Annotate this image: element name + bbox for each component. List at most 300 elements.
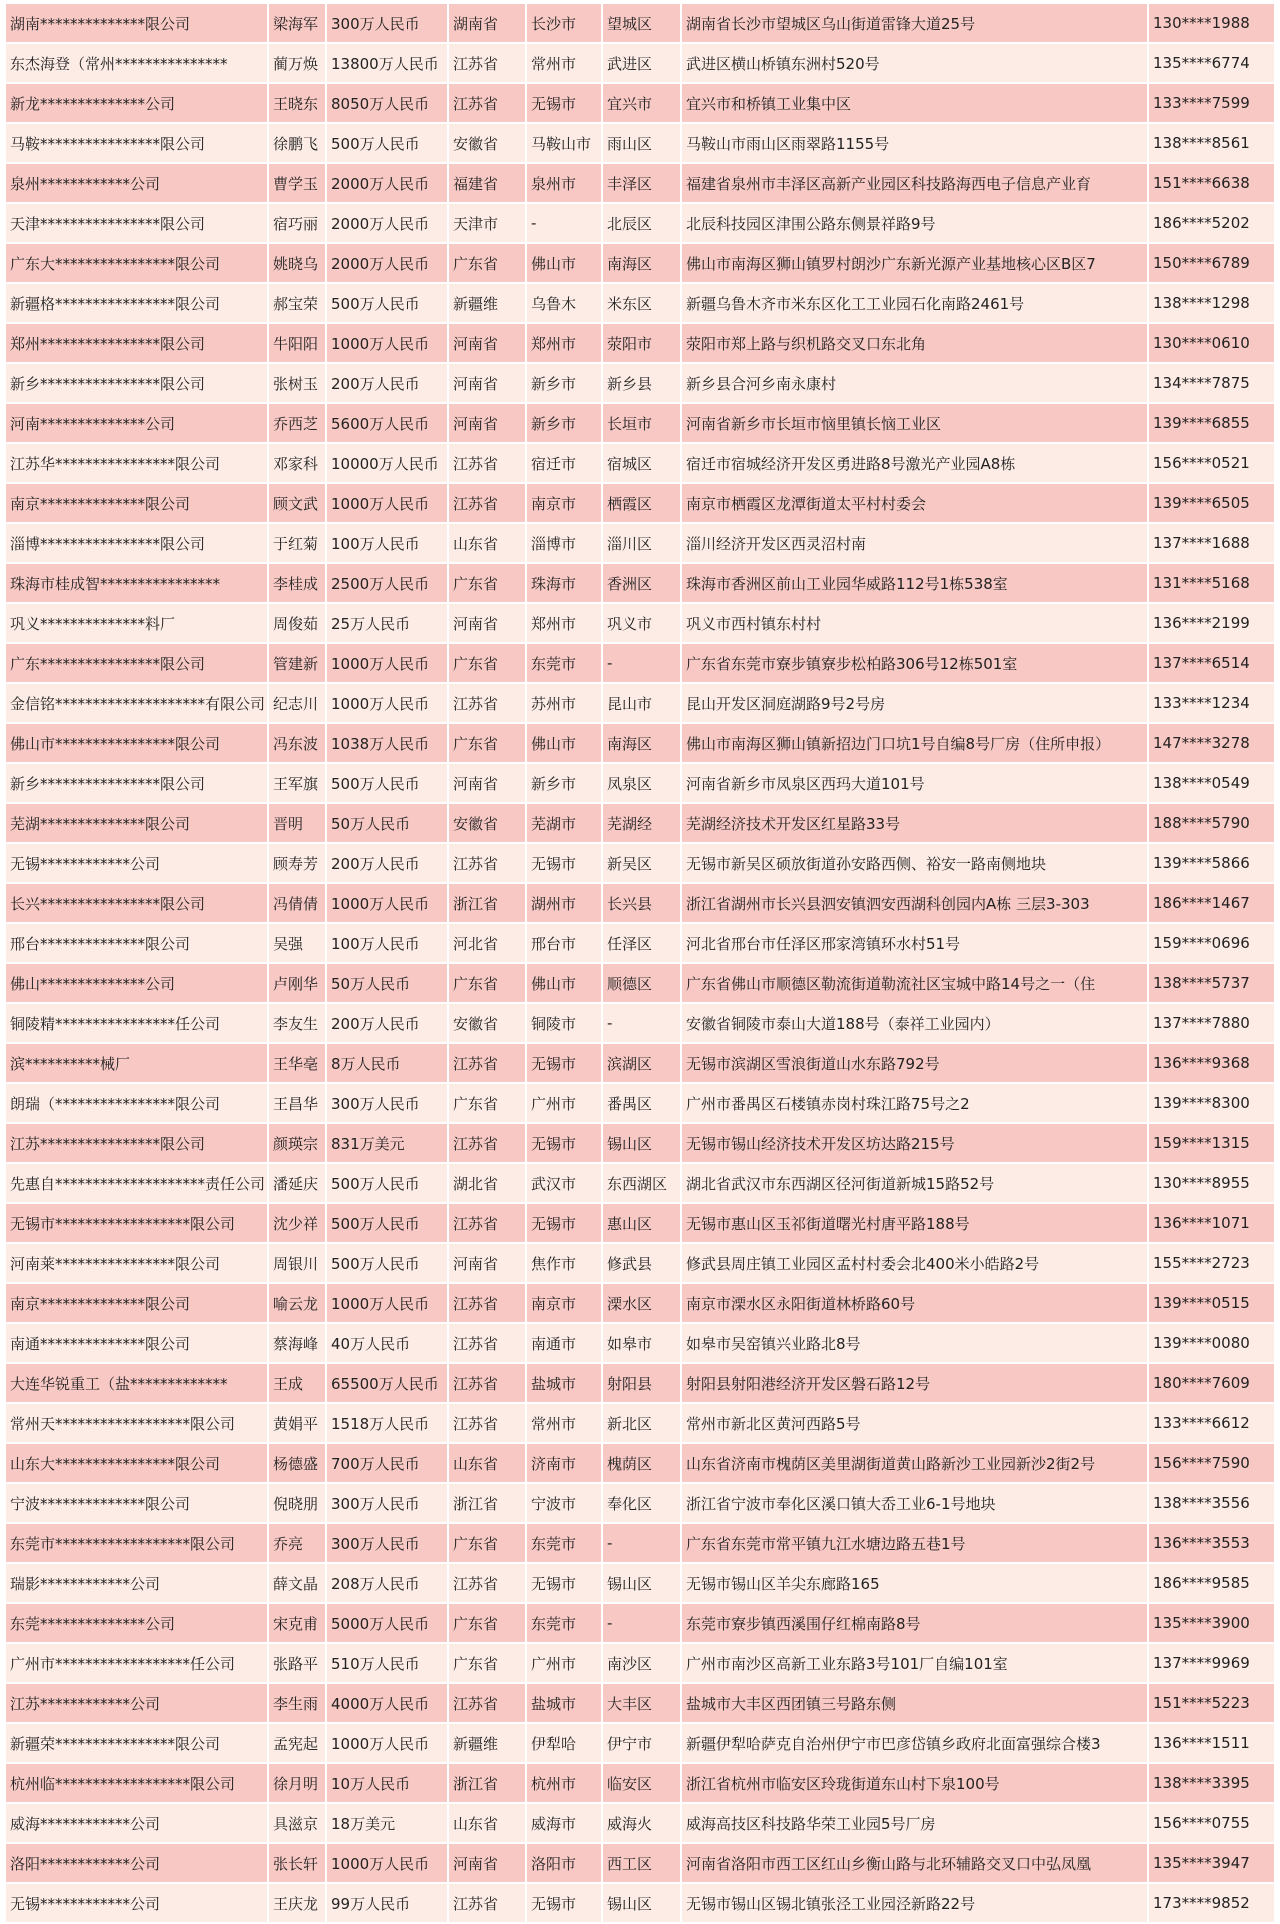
phone-cell: 151****5223 — [1149, 1684, 1274, 1724]
company-name-cell: 淄博****************限公司 — [6, 524, 269, 564]
city-cell: 邢台市 — [527, 924, 603, 964]
registered-capital-cell: 1000万人民币 — [327, 1844, 449, 1884]
address-cell: 宿迁市宿城经济开发区勇进路8号激光产业园A8栋 — [682, 444, 1149, 484]
legal-person-cell: 沈少祥 — [269, 1204, 327, 1244]
district-cell: 西工区 — [603, 1844, 682, 1884]
table-row — [6, 524, 1274, 564]
address-cell: 南京市栖霞区龙潭街道太平村村委会 — [682, 484, 1149, 524]
province-cell: 河南省 — [449, 1844, 527, 1884]
district-cell: 东西湖区 — [603, 1164, 682, 1204]
province-cell: 江苏省 — [449, 1364, 527, 1404]
city-cell: 伊犁哈 — [527, 1724, 603, 1764]
registered-capital-cell: 18万美元 — [327, 1804, 449, 1844]
legal-person-cell: 张路平 — [269, 1644, 327, 1684]
table-row — [6, 1764, 1274, 1804]
province-cell: 江苏省 — [449, 844, 527, 884]
table-row — [6, 644, 1274, 684]
district-cell: 如皋市 — [603, 1324, 682, 1364]
city-cell: 东莞市 — [527, 1524, 603, 1564]
table-row — [6, 1004, 1274, 1044]
registered-capital-cell: 1518万人民币 — [327, 1404, 449, 1444]
table-row — [6, 1404, 1274, 1444]
company-name-cell: 金信铭********************有限公司 — [6, 684, 269, 724]
address-cell: 湖北省武汉市东西湖区径河街道新城15路52号 — [682, 1164, 1149, 1204]
table-row — [6, 764, 1274, 804]
legal-person-cell: 管建新 — [269, 644, 327, 684]
city-cell: 常州市 — [527, 1404, 603, 1444]
registered-capital-cell: 300万人民币 — [327, 1524, 449, 1564]
legal-person-cell: 冯东波 — [269, 724, 327, 764]
address-cell: 河北省邢台市任泽区邢家湾镇环水村51号 — [682, 924, 1149, 964]
table-row — [6, 284, 1274, 324]
province-cell: 广东省 — [449, 1524, 527, 1564]
address-cell: 无锡市滨湖区雪浪街道山水东路792号 — [682, 1044, 1149, 1084]
phone-cell: 138****3395 — [1149, 1764, 1274, 1804]
phone-cell: 134****7875 — [1149, 364, 1274, 404]
company-name-cell: 江苏****************限公司 — [6, 1124, 269, 1164]
legal-person-cell: 蔺万焕 — [269, 44, 327, 84]
province-cell: 江苏省 — [449, 1044, 527, 1084]
province-cell: 广东省 — [449, 724, 527, 764]
registered-capital-cell: 500万人民币 — [327, 124, 449, 164]
table-row — [6, 484, 1274, 524]
province-cell: 江苏省 — [449, 1884, 527, 1924]
district-cell: 南海区 — [603, 724, 682, 764]
table-row — [6, 324, 1274, 364]
address-cell: 浙江省杭州市临安区玲珑街道东山村下泉100号 — [682, 1764, 1149, 1804]
company-name-cell: 无锡************公司 — [6, 1884, 269, 1924]
city-cell: 东莞市 — [527, 644, 603, 684]
district-cell: 南海区 — [603, 244, 682, 284]
district-cell: 武进区 — [603, 44, 682, 84]
registered-capital-cell: 8万人民币 — [327, 1044, 449, 1084]
legal-person-cell: 周银川 — [269, 1244, 327, 1284]
legal-person-cell: 乔西芝 — [269, 404, 327, 444]
registered-capital-cell: 5000万人民币 — [327, 1604, 449, 1644]
company-table — [6, 4, 1274, 1924]
company-table-container — [6, 4, 1274, 1924]
district-cell: 香洲区 — [603, 564, 682, 604]
district-cell: 栖霞区 — [603, 484, 682, 524]
city-cell: 无锡市 — [527, 1884, 603, 1924]
address-cell: 东莞市寮步镇西溪围仔红棉南路8号 — [682, 1604, 1149, 1644]
legal-person-cell: 王晓东 — [269, 84, 327, 124]
table-row — [6, 364, 1274, 404]
table-row — [6, 1324, 1274, 1364]
province-cell: 江苏省 — [449, 1684, 527, 1724]
province-cell: 安徽省 — [449, 1004, 527, 1044]
city-cell: 南通市 — [527, 1324, 603, 1364]
district-cell: 新乡县 — [603, 364, 682, 404]
company-name-cell: 江苏************公司 — [6, 1684, 269, 1724]
district-cell: 昆山市 — [603, 684, 682, 724]
registered-capital-cell: 100万人民币 — [327, 924, 449, 964]
legal-person-cell: 王军旗 — [269, 764, 327, 804]
district-cell: 丰泽区 — [603, 164, 682, 204]
address-cell: 马鞍山市雨山区雨翠路1155号 — [682, 124, 1149, 164]
city-cell: 珠海市 — [527, 564, 603, 604]
registered-capital-cell: 2000万人民币 — [327, 204, 449, 244]
province-cell: 广东省 — [449, 1644, 527, 1684]
table-row — [6, 1284, 1274, 1324]
address-cell: 新疆伊犁哈萨克自治州伊宁市巴彦岱镇乡政府北面富强综合楼3 — [682, 1724, 1149, 1764]
legal-person-cell: 张树玉 — [269, 364, 327, 404]
province-cell: 湖南省 — [449, 4, 527, 44]
registered-capital-cell: 5600万人民币 — [327, 404, 449, 444]
phone-cell: 186****9585 — [1149, 1564, 1274, 1604]
city-cell: 湖州市 — [527, 884, 603, 924]
registered-capital-cell: 200万人民币 — [327, 844, 449, 884]
district-cell: 新吴区 — [603, 844, 682, 884]
registered-capital-cell: 8050万人民币 — [327, 84, 449, 124]
legal-person-cell: 郝宝荣 — [269, 284, 327, 324]
city-cell: 无锡市 — [527, 844, 603, 884]
city-cell: 广州市 — [527, 1084, 603, 1124]
address-cell: 山东省济南市槐荫区美里湖街道黄山路新沙工业园新沙2街2号 — [682, 1444, 1149, 1484]
address-cell: 浙江省宁波市奉化区溪口镇大岙工业6-1号地块 — [682, 1484, 1149, 1524]
city-cell: 马鞍山市 — [527, 124, 603, 164]
company-name-cell: 河南**************公司 — [6, 404, 269, 444]
province-cell: 江苏省 — [449, 1564, 527, 1604]
phone-cell: 139****0515 — [1149, 1284, 1274, 1324]
phone-cell: 155****2723 — [1149, 1244, 1274, 1284]
company-name-cell: 山东大****************限公司 — [6, 1444, 269, 1484]
city-cell: 焦作市 — [527, 1244, 603, 1284]
company-name-cell: 东杰海登（常州*************** — [6, 44, 269, 84]
province-cell: 浙江省 — [449, 1484, 527, 1524]
registered-capital-cell: 831万美元 — [327, 1124, 449, 1164]
city-cell: 淄博市 — [527, 524, 603, 564]
legal-person-cell: 潘延庆 — [269, 1164, 327, 1204]
address-cell: 芜湖经济技术开发区红星路33号 — [682, 804, 1149, 844]
company-name-cell: 南京**************限公司 — [6, 484, 269, 524]
province-cell: 山东省 — [449, 524, 527, 564]
phone-cell: 139****0080 — [1149, 1324, 1274, 1364]
address-cell: 河南省新乡市凤泉区西玛大道101号 — [682, 764, 1149, 804]
district-cell: 锡山区 — [603, 1884, 682, 1924]
city-cell: 杭州市 — [527, 1764, 603, 1804]
registered-capital-cell: 40万人民币 — [327, 1324, 449, 1364]
phone-cell: 147****3278 — [1149, 724, 1274, 764]
legal-person-cell: 王成 — [269, 1364, 327, 1404]
legal-person-cell: 吴强 — [269, 924, 327, 964]
registered-capital-cell: 1000万人民币 — [327, 324, 449, 364]
legal-person-cell: 宿巧丽 — [269, 204, 327, 244]
table-row — [6, 1084, 1274, 1124]
province-cell: 河南省 — [449, 1244, 527, 1284]
table-row — [6, 1204, 1274, 1244]
table-row — [6, 1564, 1274, 1604]
phone-cell: 150****6789 — [1149, 244, 1274, 284]
address-cell: 河南省新乡市长垣市恼里镇长恼工业区 — [682, 404, 1149, 444]
company-name-cell: 无锡市******************限公司 — [6, 1204, 269, 1244]
city-cell: 洛阳市 — [527, 1844, 603, 1884]
table-row — [6, 1844, 1274, 1884]
table-row — [6, 924, 1274, 964]
phone-cell: 186****5202 — [1149, 204, 1274, 244]
phone-cell: 130****8955 — [1149, 1164, 1274, 1204]
company-name-cell: 长兴****************限公司 — [6, 884, 269, 924]
table-row — [6, 804, 1274, 844]
city-cell: 佛山市 — [527, 964, 603, 1004]
phone-cell: 180****7609 — [1149, 1364, 1274, 1404]
address-cell: 修武县周庄镇工业园区孟村村委会北400米小皓路2号 — [682, 1244, 1149, 1284]
legal-person-cell: 黄娟平 — [269, 1404, 327, 1444]
district-cell: 淄川区 — [603, 524, 682, 564]
province-cell: 河北省 — [449, 924, 527, 964]
company-name-cell: 珠海市桂成智**************** — [6, 564, 269, 604]
address-cell: 常州市新北区黄河西路5号 — [682, 1404, 1149, 1444]
table-row — [6, 404, 1274, 444]
city-cell: 盐城市 — [527, 1684, 603, 1724]
phone-cell: 138****5737 — [1149, 964, 1274, 1004]
table-row — [6, 1804, 1274, 1844]
district-cell: - — [603, 644, 682, 684]
legal-person-cell: 王庆龙 — [269, 1884, 327, 1924]
registered-capital-cell: 700万人民币 — [327, 1444, 449, 1484]
phone-cell: 137****1688 — [1149, 524, 1274, 564]
legal-person-cell: 薛文晶 — [269, 1564, 327, 1604]
city-cell: 南京市 — [527, 484, 603, 524]
district-cell: 滨湖区 — [603, 1044, 682, 1084]
phone-cell: 138****1298 — [1149, 284, 1274, 324]
company-name-cell: 新龙**************公司 — [6, 84, 269, 124]
registered-capital-cell: 10000万人民币 — [327, 444, 449, 484]
registered-capital-cell: 510万人民币 — [327, 1644, 449, 1684]
table-row — [6, 1524, 1274, 1564]
company-name-cell: 大连华锐重工（盐************* — [6, 1364, 269, 1404]
company-name-cell: 无锡************公司 — [6, 844, 269, 884]
table-row — [6, 84, 1274, 124]
table-row — [6, 884, 1274, 924]
phone-cell: 139****5866 — [1149, 844, 1274, 884]
table-row — [6, 1244, 1274, 1284]
city-cell: - — [527, 204, 603, 244]
company-name-cell: 滨**********械厂 — [6, 1044, 269, 1084]
legal-person-cell: 王华亳 — [269, 1044, 327, 1084]
registered-capital-cell: 500万人民币 — [327, 1244, 449, 1284]
company-name-cell: 江苏华****************限公司 — [6, 444, 269, 484]
province-cell: 河南省 — [449, 324, 527, 364]
phone-cell: 135****3947 — [1149, 1844, 1274, 1884]
registered-capital-cell: 50万人民币 — [327, 964, 449, 1004]
address-cell: 佛山市南海区狮山镇罗村朗沙广东新光源产业基地核心区B区7 — [682, 244, 1149, 284]
city-cell: 东莞市 — [527, 1604, 603, 1644]
district-cell: 锡山区 — [603, 1564, 682, 1604]
address-cell: 威海高技区科技路华荣工业园5号厂房 — [682, 1804, 1149, 1844]
province-cell: 新疆维 — [449, 284, 527, 324]
table-body — [6, 4, 1274, 1924]
city-cell: 无锡市 — [527, 1204, 603, 1244]
legal-person-cell: 姚晓乌 — [269, 244, 327, 284]
phone-cell: 136****2199 — [1149, 604, 1274, 644]
registered-capital-cell: 2500万人民币 — [327, 564, 449, 604]
city-cell: 广州市 — [527, 1644, 603, 1684]
district-cell: 宿城区 — [603, 444, 682, 484]
address-cell: 射阳县射阳港经济开发区磐石路12号 — [682, 1364, 1149, 1404]
address-cell: 新疆乌鲁木齐市米东区化工工业园石化南路2461号 — [682, 284, 1149, 324]
address-cell: 巩义市西村镇东村村 — [682, 604, 1149, 644]
phone-cell: 173****9852 — [1149, 1884, 1274, 1924]
legal-person-cell: 纪志川 — [269, 684, 327, 724]
company-name-cell: 广东大****************限公司 — [6, 244, 269, 284]
legal-person-cell: 王昌华 — [269, 1084, 327, 1124]
province-cell: 浙江省 — [449, 884, 527, 924]
legal-person-cell: 李友生 — [269, 1004, 327, 1044]
address-cell: 浙江省湖州市长兴县泗安镇泗安西湖科创园内A栋 三层3-303 — [682, 884, 1149, 924]
city-cell: 长沙市 — [527, 4, 603, 44]
district-cell: 威海火 — [603, 1804, 682, 1844]
legal-person-cell: 杨德盛 — [269, 1444, 327, 1484]
table-row — [6, 44, 1274, 84]
legal-person-cell: 宋克甫 — [269, 1604, 327, 1644]
legal-person-cell: 徐月明 — [269, 1764, 327, 1804]
address-cell: 广东省东莞市寮步镇寮步松柏路306号12栋501室 — [682, 644, 1149, 684]
registered-capital-cell: 1000万人民币 — [327, 484, 449, 524]
registered-capital-cell: 10万人民币 — [327, 1764, 449, 1804]
district-cell: 惠山区 — [603, 1204, 682, 1244]
province-cell: 河南省 — [449, 404, 527, 444]
address-cell: 无锡市新吴区硕放街道孙安路西侧、裕安一路南侧地块 — [682, 844, 1149, 884]
city-cell: 威海市 — [527, 1804, 603, 1844]
legal-person-cell: 孟宪起 — [269, 1724, 327, 1764]
address-cell: 珠海市香洲区前山工业园华威路112号1栋538室 — [682, 564, 1149, 604]
province-cell: 广东省 — [449, 964, 527, 1004]
district-cell: 北辰区 — [603, 204, 682, 244]
address-cell: 广东省佛山市顺德区勒流街道勒流社区宝城中路14号之一（住 — [682, 964, 1149, 1004]
city-cell: 无锡市 — [527, 1564, 603, 1604]
province-cell: 江苏省 — [449, 1124, 527, 1164]
district-cell: 巩义市 — [603, 604, 682, 644]
district-cell: 长兴县 — [603, 884, 682, 924]
address-cell: 武进区横山桥镇东洲村520号 — [682, 44, 1149, 84]
table-row — [6, 604, 1274, 644]
company-name-cell: 常州天******************限公司 — [6, 1404, 269, 1444]
city-cell: 新乡市 — [527, 404, 603, 444]
district-cell: 凤泉区 — [603, 764, 682, 804]
legal-person-cell: 于红菊 — [269, 524, 327, 564]
legal-person-cell: 张长轩 — [269, 1844, 327, 1884]
address-cell: 如皋市吴窑镇兴业路北8号 — [682, 1324, 1149, 1364]
district-cell: 新北区 — [603, 1404, 682, 1444]
city-cell: 新乡市 — [527, 364, 603, 404]
registered-capital-cell: 1000万人民币 — [327, 884, 449, 924]
company-name-cell: 邢台**************限公司 — [6, 924, 269, 964]
city-cell: 宿迁市 — [527, 444, 603, 484]
district-cell: 溧水区 — [603, 1284, 682, 1324]
district-cell: 任泽区 — [603, 924, 682, 964]
company-name-cell: 河南莱****************限公司 — [6, 1244, 269, 1284]
province-cell: 广东省 — [449, 644, 527, 684]
phone-cell: 186****1467 — [1149, 884, 1274, 924]
address-cell: 北辰科技园区津围公路东侧景祥路9号 — [682, 204, 1149, 244]
address-cell: 南京市溧水区永阳街道林桥路60号 — [682, 1284, 1149, 1324]
district-cell: 望城区 — [603, 4, 682, 44]
company-name-cell: 泉州************公司 — [6, 164, 269, 204]
district-cell: 荥阳市 — [603, 324, 682, 364]
phone-cell: 136****1071 — [1149, 1204, 1274, 1244]
registered-capital-cell: 300万人民币 — [327, 1484, 449, 1524]
province-cell: 广东省 — [449, 244, 527, 284]
district-cell: 射阳县 — [603, 1364, 682, 1404]
table-row — [6, 1644, 1274, 1684]
company-name-cell: 广州市******************任公司 — [6, 1644, 269, 1684]
phone-cell: 133****7599 — [1149, 84, 1274, 124]
address-cell: 新乡县合河乡南永康村 — [682, 364, 1149, 404]
company-name-cell: 南通**************限公司 — [6, 1324, 269, 1364]
district-cell: 奉化区 — [603, 1484, 682, 1524]
phone-cell: 136****3553 — [1149, 1524, 1274, 1564]
company-name-cell: 佛山市****************限公司 — [6, 724, 269, 764]
city-cell: 宁波市 — [527, 1484, 603, 1524]
province-cell: 广东省 — [449, 1084, 527, 1124]
registered-capital-cell: 1000万人民币 — [327, 1284, 449, 1324]
registered-capital-cell: 25万人民币 — [327, 604, 449, 644]
legal-person-cell: 卢刚华 — [269, 964, 327, 1004]
phone-cell: 133****1234 — [1149, 684, 1274, 724]
city-cell: 铜陵市 — [527, 1004, 603, 1044]
table-row — [6, 164, 1274, 204]
registered-capital-cell: 13800万人民币 — [327, 44, 449, 84]
address-cell: 湖南省长沙市望城区乌山街道雷锋大道25号 — [682, 4, 1149, 44]
table-row — [6, 204, 1274, 244]
district-cell: 米东区 — [603, 284, 682, 324]
province-cell: 安徽省 — [449, 124, 527, 164]
city-cell: 郑州市 — [527, 604, 603, 644]
phone-cell: 135****6774 — [1149, 44, 1274, 84]
company-name-cell: 新疆荣****************限公司 — [6, 1724, 269, 1764]
company-name-cell: 宁波**************限公司 — [6, 1484, 269, 1524]
legal-person-cell: 梁海军 — [269, 4, 327, 44]
phone-cell: 188****5790 — [1149, 804, 1274, 844]
table-row — [6, 1124, 1274, 1164]
company-name-cell: 广东****************限公司 — [6, 644, 269, 684]
address-cell: 荥阳市郑上路与织机路交叉口东北角 — [682, 324, 1149, 364]
phone-cell: 130****0610 — [1149, 324, 1274, 364]
address-cell: 无锡市锡山区羊尖东廊路165 — [682, 1564, 1149, 1604]
district-cell: 番禺区 — [603, 1084, 682, 1124]
company-name-cell: 南京**************限公司 — [6, 1284, 269, 1324]
city-cell: 无锡市 — [527, 1044, 603, 1084]
phone-cell: 138****0549 — [1149, 764, 1274, 804]
district-cell: 临安区 — [603, 1764, 682, 1804]
company-name-cell: 天津****************限公司 — [6, 204, 269, 244]
legal-person-cell: 邓家科 — [269, 444, 327, 484]
province-cell: 山东省 — [449, 1804, 527, 1844]
phone-cell: 136****9368 — [1149, 1044, 1274, 1084]
table-row — [6, 4, 1274, 44]
province-cell: 天津市 — [449, 204, 527, 244]
district-cell: 锡山区 — [603, 1124, 682, 1164]
table-row — [6, 1604, 1274, 1644]
company-name-cell: 新乡****************限公司 — [6, 364, 269, 404]
table-row — [6, 244, 1274, 284]
district-cell: 大丰区 — [603, 1684, 682, 1724]
city-cell: 无锡市 — [527, 84, 603, 124]
phone-cell: 139****8300 — [1149, 1084, 1274, 1124]
address-cell: 淄川经济开发区西灵沼村南 — [682, 524, 1149, 564]
table-row — [6, 684, 1274, 724]
address-cell: 无锡市锡山经济技术开发区坊达路215号 — [682, 1124, 1149, 1164]
phone-cell: 159****1315 — [1149, 1124, 1274, 1164]
province-cell: 山东省 — [449, 1444, 527, 1484]
district-cell: 芜湖经 — [603, 804, 682, 844]
district-cell: - — [603, 1604, 682, 1644]
city-cell: 济南市 — [527, 1444, 603, 1484]
phone-cell: 137****9969 — [1149, 1644, 1274, 1684]
legal-person-cell: 李桂成 — [269, 564, 327, 604]
registered-capital-cell: 208万人民币 — [327, 1564, 449, 1604]
